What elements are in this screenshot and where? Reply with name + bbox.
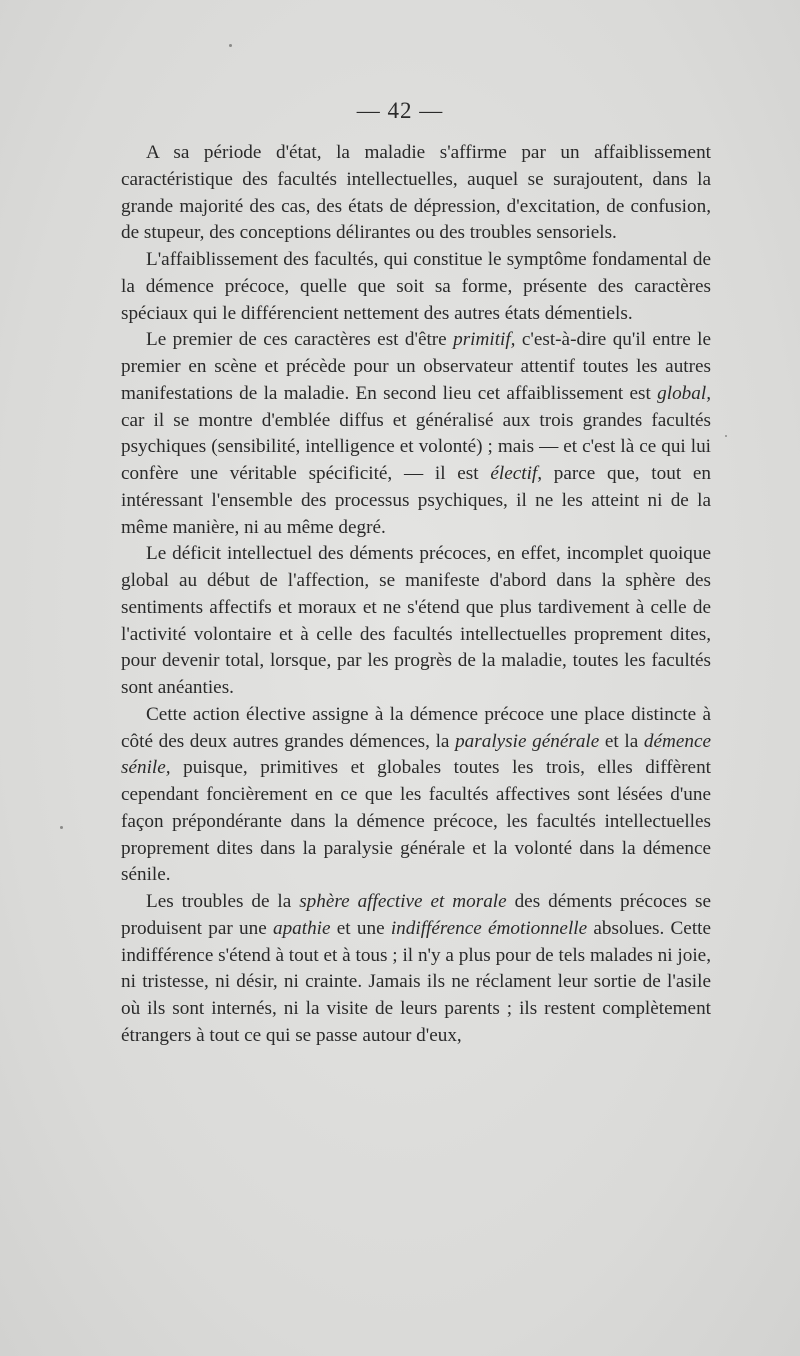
paragraph: A sa période d'état, la maladie s'affirme par un affaiblissement caractéristique des facultés intellectuelles, auquel se surajoutent, dans la grande majorité des cas, des états de dépression, d'excitation, de confusion, de stupeur, des conceptions délirantes ou des troubles sensoriels.	[121, 142, 711, 244]
italic-term: indifférence émotionnelle	[390, 917, 588, 939]
paragraph: Le déficit intellectuel des déments précoces, en effet, incomplet quoique global au début de l'affection, se manifeste d'abord dans la sphère des sentiments affectifs et moraux et ne s'étend que plus tardivement à celle de l'activité volontaire et à celle des facultés intellectuelles proprement dites, pour devenir total, lorsque, par les progrès de la maladie, toutes les facultés sont anéanties.	[121, 543, 711, 698]
paragraph: L'affaiblissement des facultés, qui constitue le symptôme fondamental de la démence précoce, quelle que soit sa forme, présente des caractères spéciaux qui le différencient nettement des autres états démentiels.	[121, 249, 711, 324]
italic-term: sphère affective et morale	[299, 891, 507, 912]
paragraph: Le premier de ces caractères est d'être primitif, c'est-à-dire qu'il entre le premier en scène et précède pour un observateur attentif toutes les autres manifestations de la maladie. En second lieu cet affaiblissement est global, car il se montre d'emblée diffus et généralisé aux trois grandes facultés psychiques (sensibilité, intelligence et volonté) ; mais — et c'est là ce qui lui confère une véritable spécificité, — il est électif, parce que, tout en intéressant l'ensemble des processus psychiques, il ne les atteint ni de la même manière, ni au même degré.	[121, 329, 712, 538]
italic-term: démence sénile,	[121, 730, 711, 779]
italic-term: global,	[657, 382, 711, 404]
paragraph: Les troubles de la sphère affective et morale des déments précoces se produisent par une apathie et une indifférence émotionnelle absolues. Cette indifférence s'étend à tout et à tous ; il n'y a plus pour de tels malades ni joie, ni tristesse, ni désir, ni crainte. Jamais ils ne réclament leur sortie de l'asile où ils sont internés, ni la visite de leurs parents ; ils restent complètement étrangers à tout ce qui se passe autour d'eux,	[121, 891, 711, 1046]
italic-term: électif,	[490, 463, 543, 484]
italic-term: apathie	[272, 917, 331, 939]
italic-term: primitif,	[453, 329, 516, 351]
page-number: — 42 —	[356, 98, 444, 123]
paragraph: Cette action élective assigne à la démence précoce une place distincte à côté des deux autres grandes démences, la paralysie générale et la démence sénile, puisque, primitives et globales toutes les trois, elles diffèrent cependant foncièrement en ce que les facultés affectives sont lésées d'une façon prépondérante dans la démence précoce, les facultés intellectuelles proprement dites dans la paralysie générale et la volonté dans la démence sénile.	[121, 703, 711, 886]
body-text	[121, 140, 711, 1050]
paper-speck	[229, 44, 232, 47]
paper-speck	[60, 826, 63, 829]
paper-speck	[725, 435, 727, 437]
italic-term: paralysie générale	[455, 730, 600, 752]
